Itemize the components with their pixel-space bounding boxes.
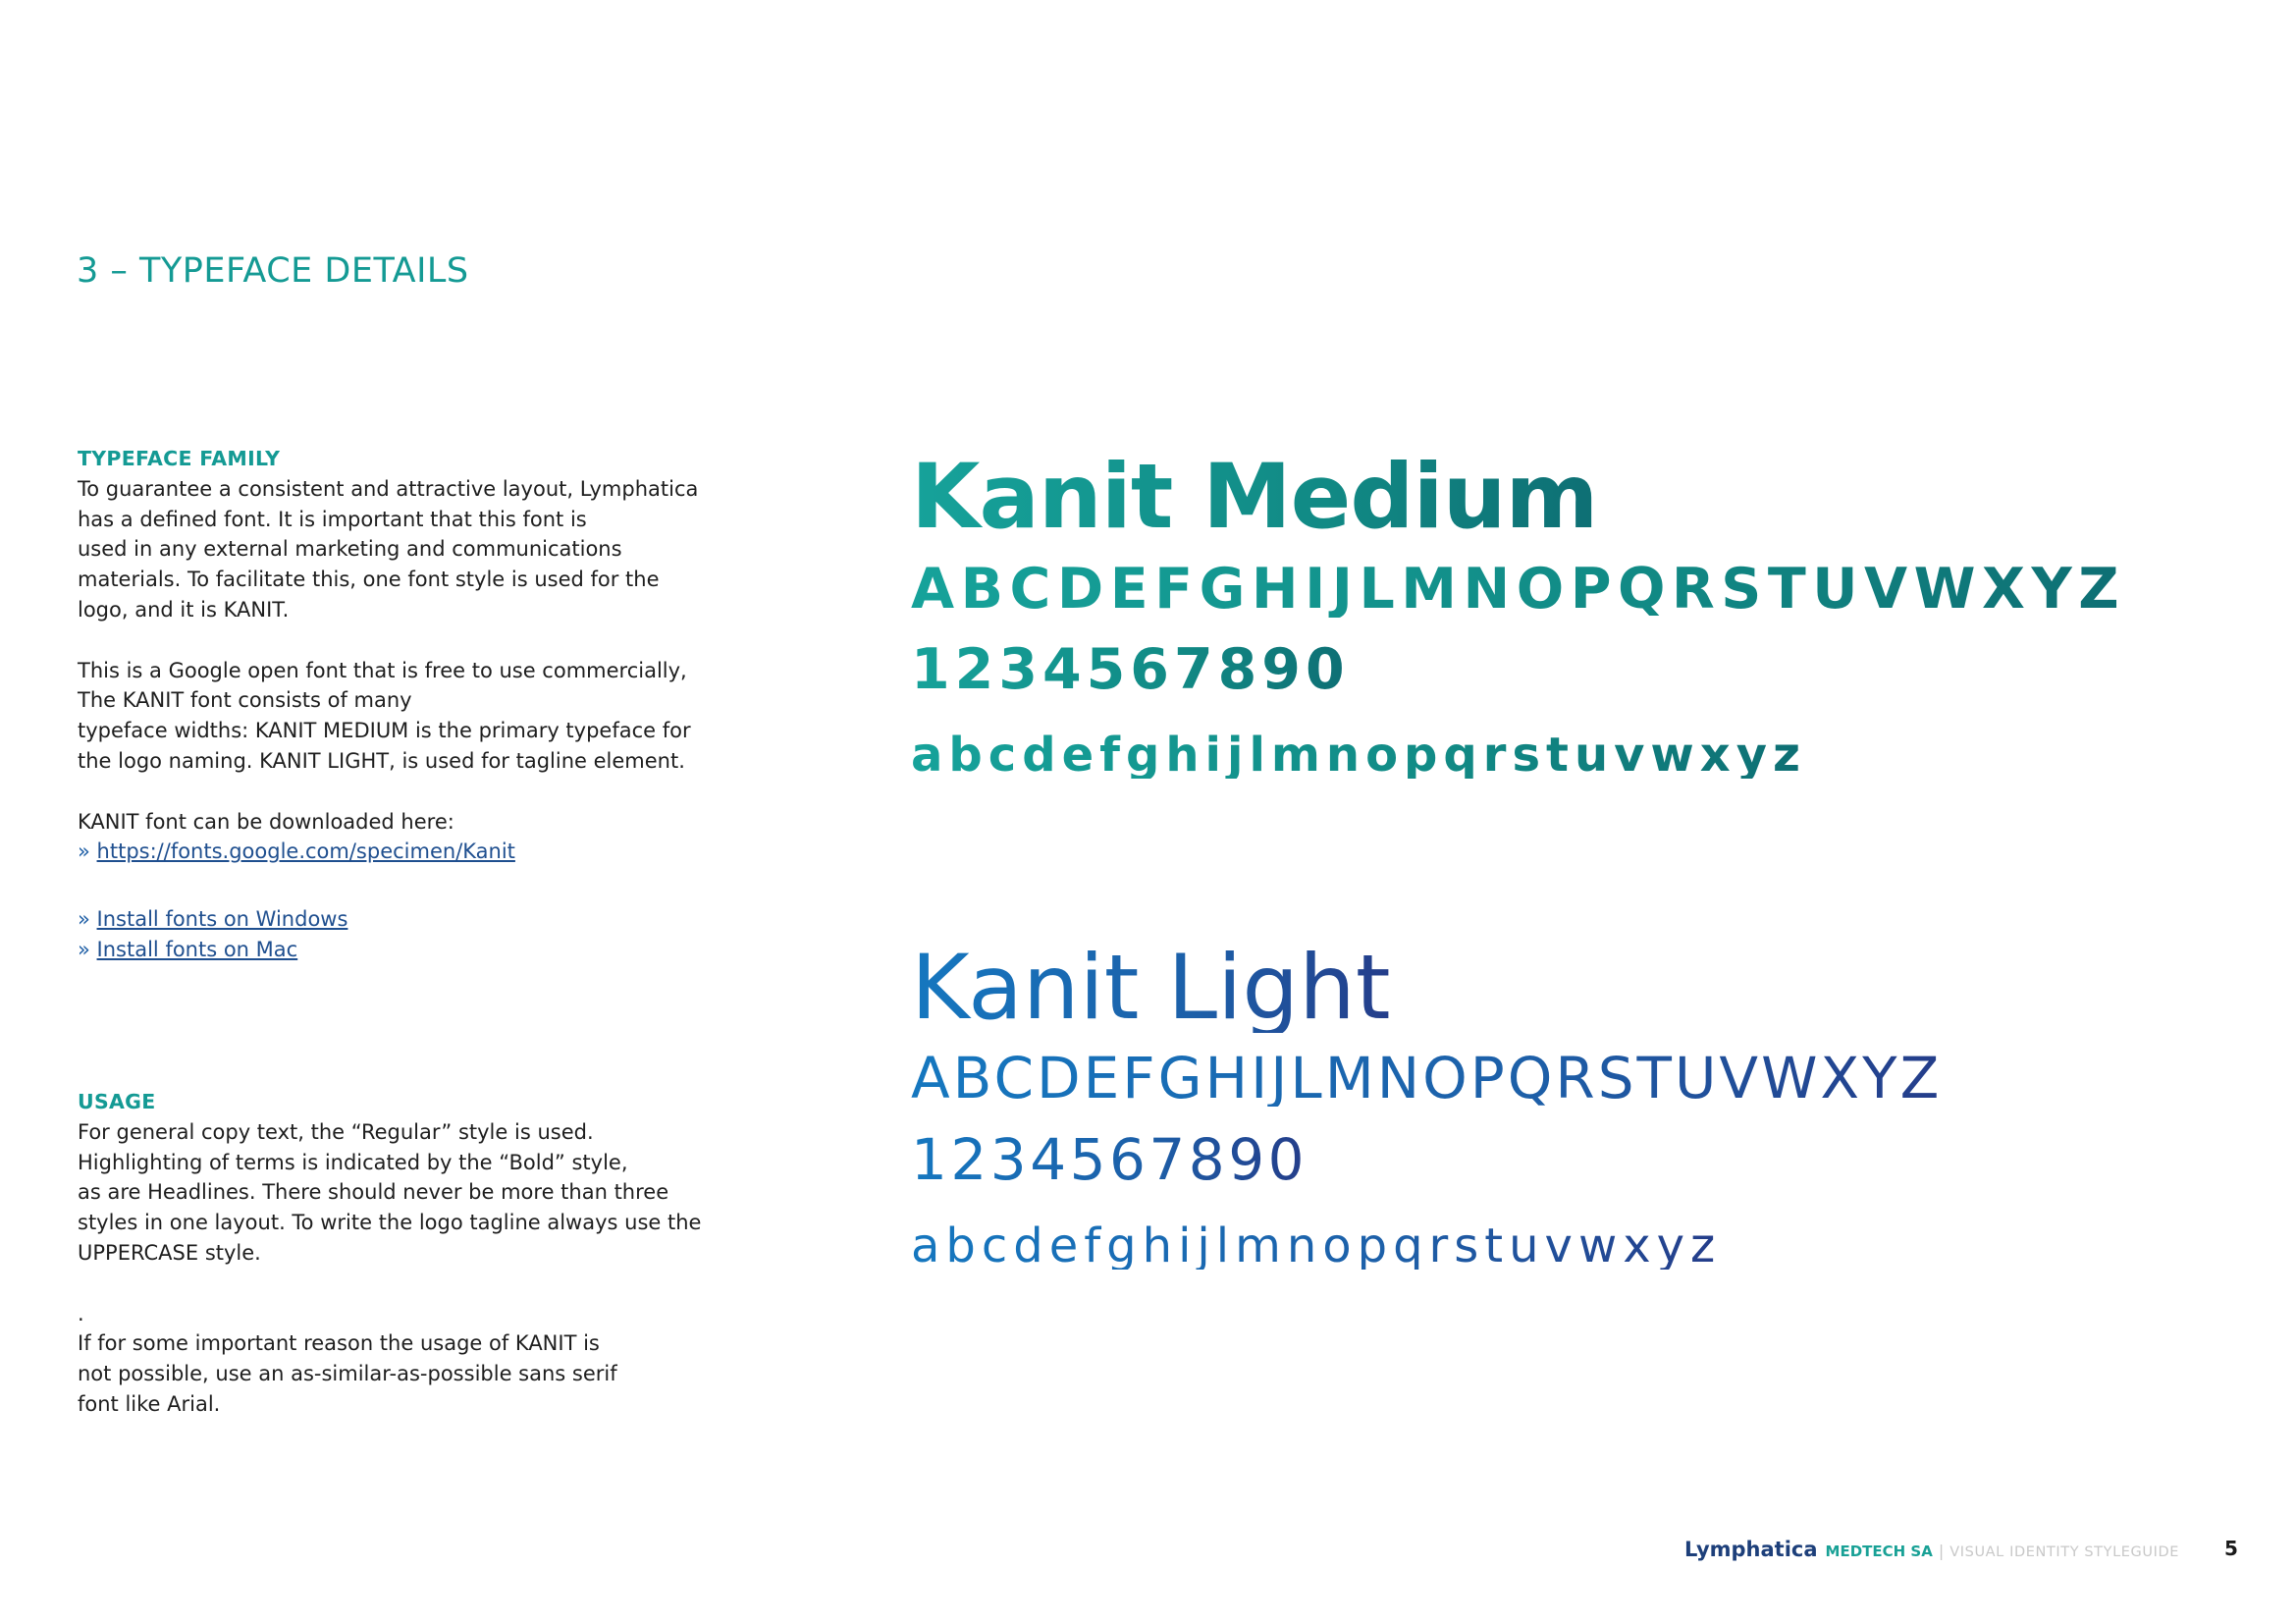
typeface-family-heading: TYPEFACE FAMILY: [78, 447, 281, 470]
install-fonts-windows-link[interactable]: Install fonts on Windows: [96, 907, 348, 931]
install-windows-row: [78, 904, 765, 935]
kanit-download-link[interactable]: https://fonts.google.com/specimen/Kanit: [96, 839, 515, 864]
footer-company: MEDTECH SA: [1825, 1543, 1933, 1560]
stray-dot: .: [78, 1301, 84, 1326]
paragraph-line: typeface widths: KANIT MEDIUM is the primary typeface for: [78, 719, 691, 743]
spacer: [78, 777, 765, 807]
download-text: KANIT font can be downloaded here:: [78, 809, 454, 834]
install-links: [78, 904, 765, 965]
paragraph-line: used in any external marketing and communications: [78, 537, 622, 562]
kanit-light-lowercase: abcdefghijlmnopqrstuvwxyz: [911, 1218, 1722, 1273]
kanit-medium-lowercase: abcdefghijlmnopqrstuvwxyz: [911, 728, 1806, 783]
typeface-family-paragraph-2: [78, 656, 765, 777]
footer-guide-label: VISUAL IDENTITY STYLEGUIDE: [1949, 1544, 2179, 1560]
install-mac-row: [78, 935, 765, 965]
footer-brand-logo: Lymphatica: [1684, 1538, 1818, 1561]
paragraph-line: For general copy text, the “Regular” style is used.: [78, 1119, 594, 1144]
paragraph-line: To guarantee a consistent and attractive layout, Lymphatica: [78, 476, 699, 501]
paragraph-line: logo, and it is KANIT.: [78, 597, 290, 622]
kanit-light-digits: 1234567890: [911, 1126, 1308, 1193]
download-link-row: [78, 837, 765, 867]
paragraph-line: styles in one layout. To write the logo tagline always use the: [78, 1211, 702, 1235]
kanit-light-title: Kanit Light: [911, 937, 1391, 1040]
page-number: 5: [2224, 1537, 2238, 1560]
paragraph-line: as are Headlines. There should never be more than three: [78, 1180, 669, 1205]
paragraph-line: materials. To facilitate this, one font style is used for the: [78, 568, 660, 592]
usage-heading: USAGE: [78, 1090, 156, 1113]
link-arrow-icon: »: [78, 907, 90, 931]
spacer: [78, 1269, 765, 1299]
link-arrow-icon: »: [78, 937, 90, 961]
paragraph-line: font like Arial.: [78, 1391, 221, 1416]
page-title: 3 – TYPEFACE DETAILS: [77, 251, 469, 291]
paragraph-line: UPPERCASE style.: [78, 1240, 261, 1265]
kanit-medium-uppercase: ABCDEFGHIJLMNOPQRSTUVWXYZ: [911, 557, 2126, 622]
footer-separator: |: [1938, 1542, 1945, 1560]
footer: [1684, 1538, 2179, 1561]
usage-paragraph-2: [78, 1328, 765, 1419]
typeface-family-paragraph-1: [78, 474, 765, 625]
usage-section: [78, 1087, 765, 1420]
install-fonts-mac-link[interactable]: Install fonts on Mac: [96, 937, 298, 961]
paragraph-line: The KANIT font consists of many: [78, 688, 412, 713]
paragraph-line: This is a Google open font that is free to use commercially,: [78, 658, 687, 682]
link-arrow-icon: »: [78, 839, 90, 864]
spacer: [78, 625, 765, 656]
kanit-medium-digits: 1234567890: [911, 637, 1350, 702]
paragraph-line: not possible, use an as-similar-as-possible sans serif: [78, 1362, 617, 1386]
typeface-family-section: [78, 444, 765, 867]
kanit-medium-title: Kanit Medium: [911, 446, 1598, 549]
paragraph-line: has a defined font. It is important that this font is: [78, 507, 587, 531]
usage-paragraph-1: [78, 1117, 765, 1269]
kanit-light-uppercase: ABCDEFGHIJLMNOPQRSTUVWXYZ: [911, 1045, 1943, 1111]
paragraph-line: If for some important reason the usage of KANIT is: [78, 1331, 600, 1356]
paragraph-line: Highlighting of terms is indicated by the “Bold” style,: [78, 1150, 628, 1174]
paragraph-line: the logo naming. KANIT LIGHT, is used for tagline element.: [78, 748, 685, 773]
